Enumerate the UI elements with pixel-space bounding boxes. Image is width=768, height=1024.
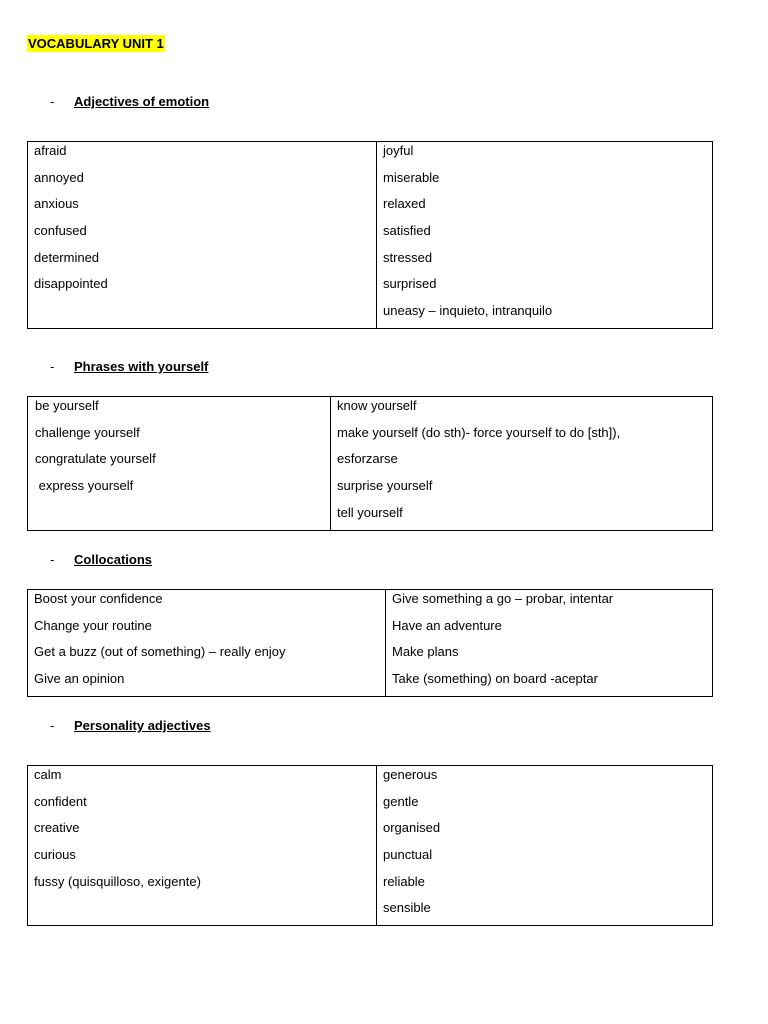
vocab-item: generous: [383, 767, 438, 782]
vocab-item: Give an opinion: [34, 671, 125, 687]
vocab-item: tell yourself: [337, 504, 403, 520]
vocab-item: determined: [34, 249, 100, 265]
vocab-table-yourself: [27, 396, 713, 531]
list-dash: -: [50, 359, 55, 374]
vocab-item: punctual: [383, 847, 433, 863]
section-heading-text: Personality adjectives: [74, 718, 211, 733]
section-heading-adjectives-of-emotion: [50, 93, 209, 110]
vocab-item: esforzarse: [337, 451, 398, 467]
vocab-column-right: [377, 766, 712, 925]
vocab-item: Make plans: [392, 644, 459, 660]
vocab-item: anxious: [34, 196, 79, 212]
document-title: VOCABULARY UNIT 1: [28, 36, 164, 51]
vocab-item: fussy (quisquilloso, exigente): [34, 873, 201, 889]
vocab-item: know yourself: [337, 398, 417, 413]
vocab-column-right: [386, 590, 712, 696]
vocab-item: reliable: [383, 873, 425, 889]
vocab-table-personality: [27, 765, 713, 926]
section-heading-text: Phrases with yourself: [74, 359, 209, 374]
vocab-column-left: [28, 766, 377, 925]
vocab-item: confused: [34, 223, 87, 239]
vocab-item: afraid: [34, 143, 67, 158]
vocab-item: creative: [34, 820, 80, 836]
vocab-table-emotion: [27, 141, 713, 329]
vocab-item: gentle: [383, 793, 419, 809]
section-heading-collocations: [50, 551, 152, 568]
vocab-item: stressed: [383, 249, 433, 265]
vocab-table-collocations: [27, 589, 713, 697]
vocab-item: miserable: [383, 169, 440, 185]
vocab-item: congratulate yourself: [35, 451, 156, 467]
vocab-item: curious: [34, 847, 76, 863]
vocab-item: Take (something) on board -aceptar: [392, 671, 598, 687]
vocab-item: satisfied: [383, 223, 431, 239]
vocab-item: make yourself (do sth)- force yourself to do [sth]),: [337, 424, 621, 440]
vocab-item: calm: [34, 767, 62, 782]
list-dash: -: [50, 94, 55, 109]
section-heading-text: Collocations: [74, 552, 153, 567]
section-heading-text: Adjectives of emotion: [74, 94, 210, 109]
vocab-column-right: [331, 397, 712, 530]
vocab-item: Change your routine: [34, 617, 152, 633]
vocab-item: Give something a go – probar, intentar: [392, 591, 614, 606]
vocab-item: confident: [34, 793, 87, 809]
vocab-item: express yourself: [35, 478, 134, 494]
vocab-column-left: [28, 397, 331, 530]
section-heading-phrases-with-yourself: [50, 358, 208, 375]
vocab-item: surprise yourself: [337, 478, 433, 494]
vocab-item: sensible: [383, 900, 431, 916]
vocab-column-left: [28, 142, 377, 328]
vocab-item: Get a buzz (out of something) – really enjoy: [34, 644, 286, 660]
vocab-item: joyful: [383, 143, 414, 158]
vocab-item: uneasy – inquieto, intranquilo: [383, 303, 553, 319]
vocab-item: Boost your confidence: [34, 591, 163, 606]
vocab-item: annoyed: [34, 169, 84, 185]
vocab-column-right: [377, 142, 712, 328]
vocab-item: be yourself: [35, 398, 99, 413]
section-heading-personality-adjectives: [50, 717, 211, 734]
list-dash: -: [50, 552, 55, 567]
vocab-column-left: [28, 590, 386, 696]
list-dash: -: [50, 718, 55, 733]
vocab-item: challenge yourself: [35, 424, 140, 440]
vocab-item: Have an adventure: [392, 617, 502, 633]
vocab-item: disappointed: [34, 276, 108, 292]
vocab-item: relaxed: [383, 196, 426, 212]
vocab-item: organised: [383, 820, 441, 836]
vocab-item: surprised: [383, 276, 437, 292]
